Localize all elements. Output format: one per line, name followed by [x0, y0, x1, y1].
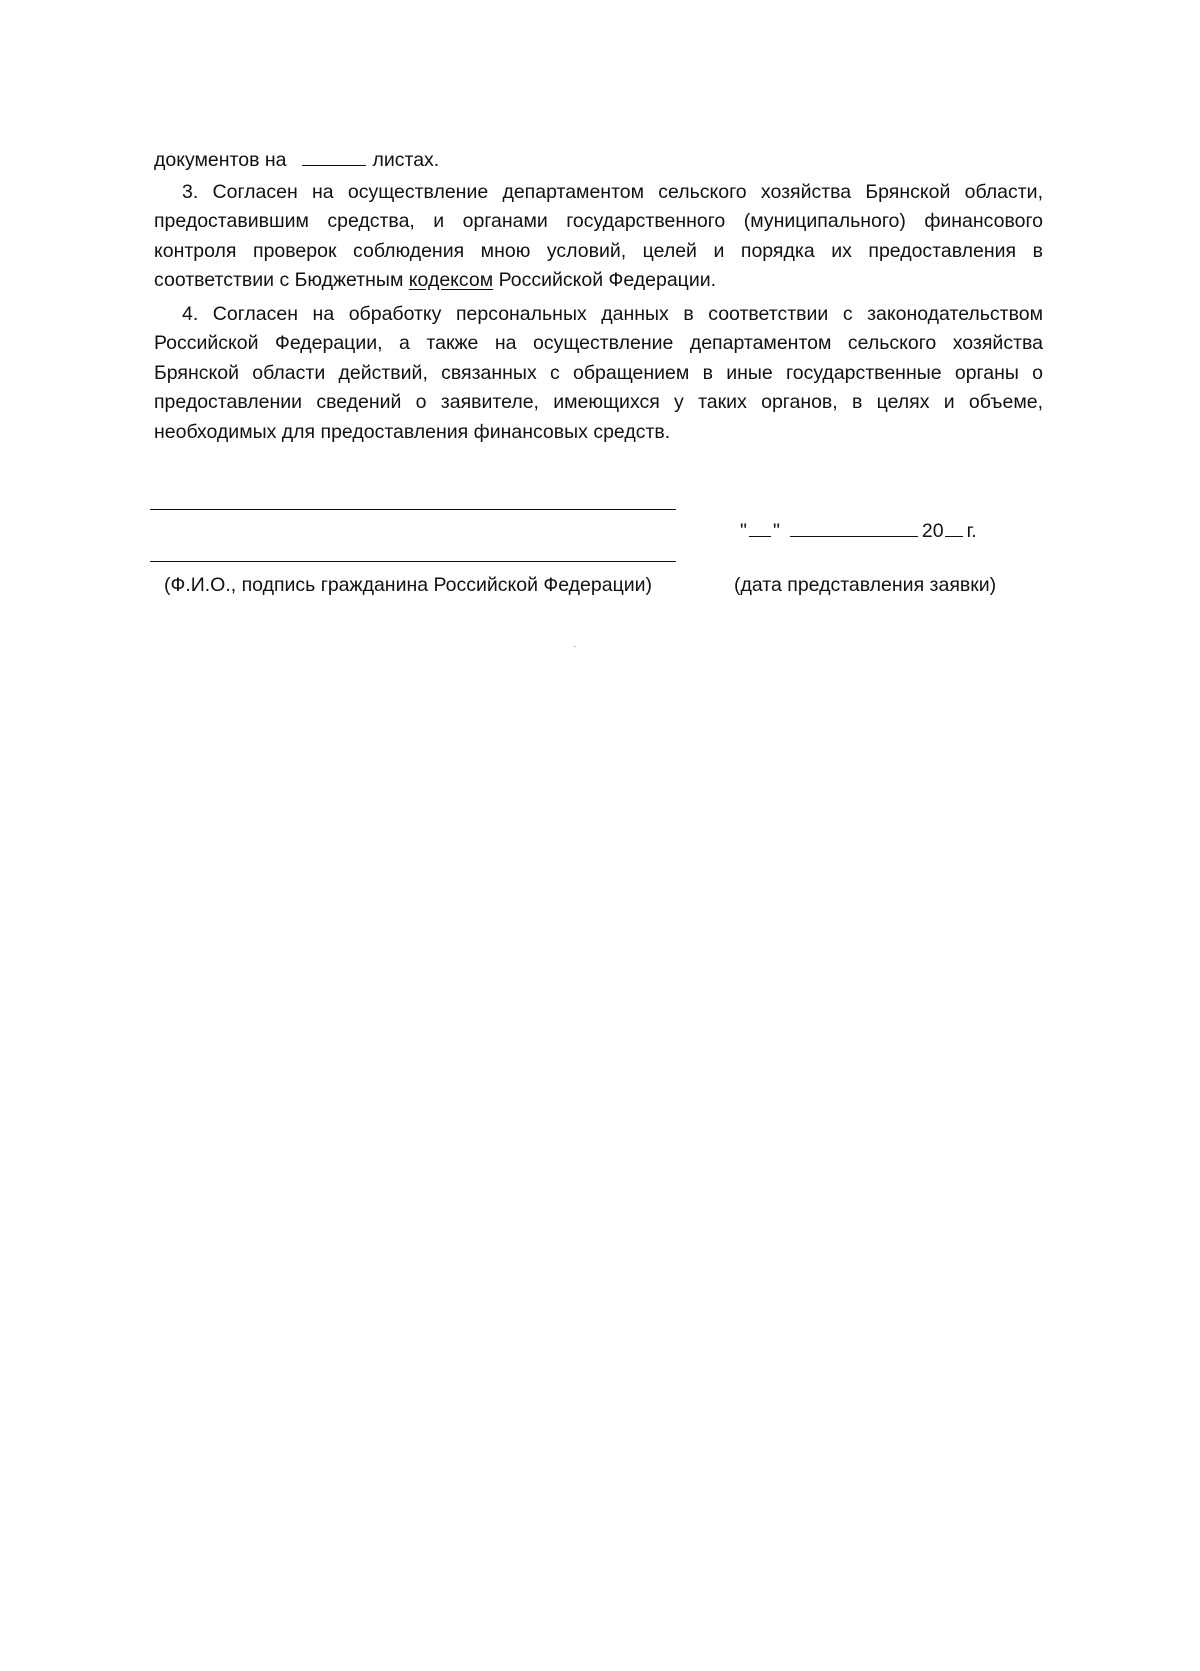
- budget-code-link[interactable]: кодексом: [408, 269, 494, 291]
- paragraph-3-text: 3. Согласен на осуществление департаментом сельского хозяйства Брянской области, предоставившим средства, и органами государственного (муниципального) финансового контроля проверок соблюдения мною условий, целей и порядка их предоставления в соответствии с Бюджетным: [154, 180, 1043, 291]
- application-date-field: [740, 520, 977, 543]
- paragraph-3: [154, 178, 1043, 296]
- paragraph-3-tail: Российской Федерации.: [498, 269, 717, 291]
- signature-line-top: [150, 509, 676, 510]
- date-day-blank: [749, 521, 771, 537]
- sheets-count-line: [154, 146, 1043, 176]
- signature-caption: (Ф.И.О., подпись гражданина Российской Федерации): [164, 574, 653, 596]
- date-year-suffix: г.: [966, 520, 977, 542]
- date-open-quote: ": [740, 520, 747, 542]
- date-close-quote: ": [772, 520, 780, 542]
- sheets-count-prefix: документов на: [154, 149, 287, 171]
- paragraph-4: 4. Согласен на обработку персональных данных в соответствии с законодательством Российской Федерации, а также на осуществление департаментом сельского хозяйства Брянской области действий, связанных с обращением в иные государственные органы о предоставлении сведений о заявителе, имеющихся у таких органов, в целях и объеме, необходимых для предоставления финансовых средств.: [154, 302, 1043, 443]
- sheets-count-suffix: листах.: [372, 149, 440, 171]
- document-body: [154, 146, 1043, 447]
- date-caption: (дата представления заявки): [734, 574, 997, 596]
- scan-artifact: [574, 646, 576, 647]
- date-month-blank: [790, 521, 918, 537]
- date-year-blank: [945, 521, 963, 537]
- signature-line-bottom: [150, 561, 676, 562]
- sheets-count-blank: [302, 148, 366, 166]
- date-year-prefix: 20: [921, 520, 944, 542]
